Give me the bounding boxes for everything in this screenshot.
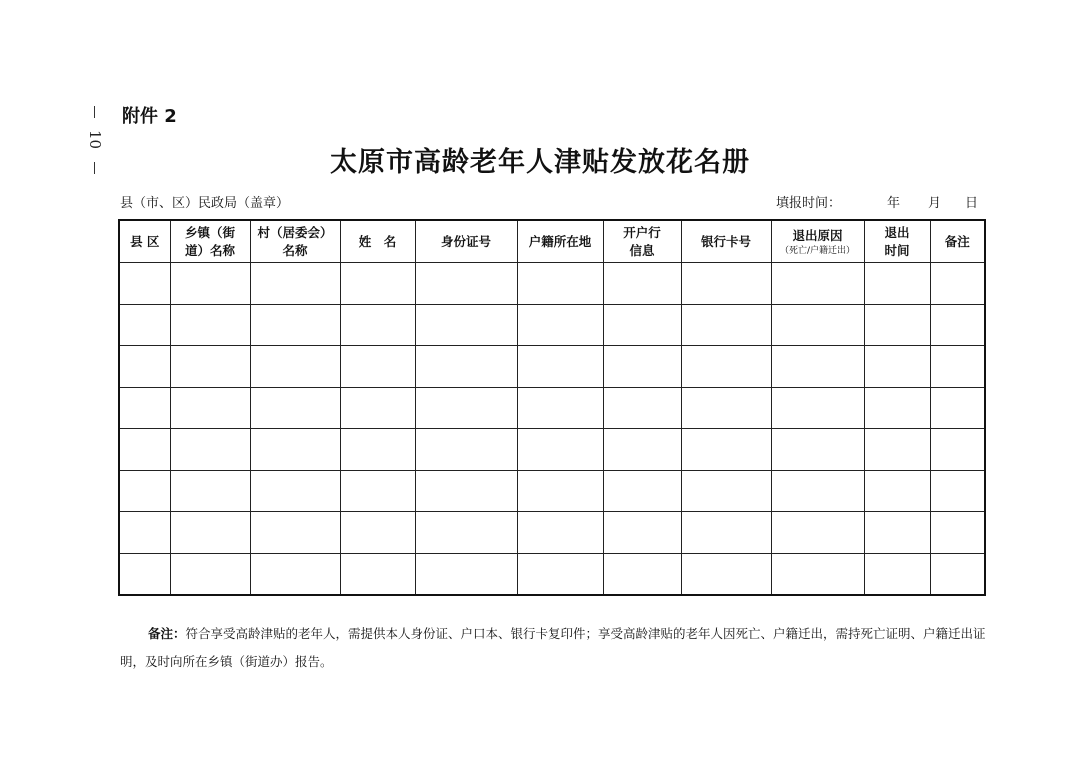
report-date-line	[776, 192, 978, 211]
column-header	[250, 220, 340, 263]
table-cell	[119, 553, 170, 595]
table-cell	[340, 512, 415, 554]
table-cell	[930, 387, 985, 429]
table-cell	[771, 346, 864, 388]
table-row	[119, 470, 985, 512]
table-cell	[517, 387, 603, 429]
table-cell	[603, 263, 681, 305]
table-cell	[681, 512, 771, 554]
table-cell	[681, 429, 771, 471]
table-cell	[340, 304, 415, 346]
table-cell	[340, 470, 415, 512]
column-header-line: （死亡/户籍迁出）	[779, 245, 856, 256]
table-cell	[415, 470, 517, 512]
table-cell	[415, 429, 517, 471]
table-cell	[771, 553, 864, 595]
table-cell	[415, 553, 517, 595]
table-cell	[119, 346, 170, 388]
table-cell	[603, 512, 681, 554]
table-cell	[864, 346, 930, 388]
table-cell	[170, 387, 250, 429]
column-header	[771, 220, 864, 263]
table-cell	[250, 553, 340, 595]
table-cell	[603, 304, 681, 346]
column-header	[119, 220, 170, 263]
column-header-line: 身份证号	[440, 233, 491, 249]
table-cell	[250, 346, 340, 388]
table-cell	[415, 304, 517, 346]
table-cell	[119, 263, 170, 305]
table-cell	[771, 470, 864, 512]
report-date-label: 填报时间：	[776, 196, 842, 211]
table-cell	[603, 346, 681, 388]
table-cell	[771, 387, 864, 429]
table-cell	[603, 387, 681, 429]
table-cell	[517, 429, 603, 471]
table-row	[119, 304, 985, 346]
column-header-line: 备注	[944, 233, 970, 249]
table-cell	[340, 263, 415, 305]
table-row	[119, 387, 985, 429]
table-cell	[340, 387, 415, 429]
document-title: 太原市高龄老年人津贴发放花名册	[330, 147, 750, 178]
table-cell	[119, 470, 170, 512]
column-header	[517, 220, 603, 263]
column-header	[415, 220, 517, 263]
table-cell	[517, 553, 603, 595]
table-cell	[250, 387, 340, 429]
page-number-value: 10	[86, 130, 104, 150]
table-cell	[864, 429, 930, 471]
column-header-line: 开户行	[623, 224, 661, 240]
table-cell	[415, 387, 517, 429]
table-cell	[119, 512, 170, 554]
attachment-label: 附件 2	[122, 106, 177, 127]
table-cell	[771, 304, 864, 346]
column-header-line: 村（居委会）	[257, 224, 333, 240]
table-cell	[170, 346, 250, 388]
table-cell	[603, 470, 681, 512]
table-cell	[681, 387, 771, 429]
column-header-line: 退出	[884, 224, 910, 240]
table-cell	[170, 512, 250, 554]
table-cell	[603, 429, 681, 471]
table-cell	[771, 512, 864, 554]
footnote	[120, 620, 990, 676]
column-header-line: 乡镇（街	[184, 224, 235, 240]
column-header-line: 户籍所在地	[528, 233, 592, 249]
table-cell	[930, 470, 985, 512]
table-cell	[681, 263, 771, 305]
table-cell	[930, 304, 985, 346]
footnote-text: 符合享受高龄津贴的老年人，需提供本人身份证、户口本、银行卡复印件；享受高龄津贴的老年人因死亡、户籍迁出，需持死亡证明、户籍迁出证明，及时向所在乡镇（街道办）报告。	[120, 626, 986, 669]
roster-table	[118, 219, 986, 596]
column-header	[170, 220, 250, 263]
report-date-year: 年	[887, 196, 901, 211]
table-row	[119, 263, 985, 305]
table-cell	[681, 304, 771, 346]
table-cell	[250, 263, 340, 305]
table-cell	[517, 512, 603, 554]
table-row	[119, 553, 985, 595]
column-header-line: 名称	[282, 242, 308, 258]
table-cell	[340, 553, 415, 595]
table-cell	[930, 553, 985, 595]
table-cell	[930, 346, 985, 388]
table-cell	[170, 304, 250, 346]
table-cell	[415, 263, 517, 305]
table-cell	[864, 263, 930, 305]
table-cell	[603, 553, 681, 595]
table-cell	[930, 429, 985, 471]
table-cell	[340, 429, 415, 471]
table-cell	[250, 304, 340, 346]
report-date-month: 月	[928, 196, 942, 211]
table-cell	[119, 304, 170, 346]
table-cell	[864, 553, 930, 595]
table-cell	[517, 304, 603, 346]
table-cell	[517, 470, 603, 512]
footnote-label: 备注：	[148, 626, 186, 641]
column-header	[681, 220, 771, 263]
table-cell	[864, 304, 930, 346]
table-cell	[681, 553, 771, 595]
column-header-line: 时间	[884, 242, 910, 258]
table-cell	[930, 512, 985, 554]
table-cell	[864, 512, 930, 554]
column-header-line: 县 区	[130, 233, 160, 249]
table-cell	[517, 263, 603, 305]
table-cell	[250, 470, 340, 512]
column-header-line: 姓 名	[358, 233, 397, 249]
table-cell	[517, 346, 603, 388]
column-header-line: 银行卡号	[700, 233, 751, 249]
table-row	[119, 346, 985, 388]
table-cell	[119, 387, 170, 429]
table-cell	[250, 429, 340, 471]
column-header-line: 退出原因	[792, 227, 843, 243]
table-row	[119, 429, 985, 471]
column-header-line: 信息	[629, 242, 655, 258]
issuing-bureau-label: 县（市、区）民政局（盖章）	[120, 196, 290, 211]
column-header	[930, 220, 985, 263]
table-cell	[415, 512, 517, 554]
table-cell	[930, 263, 985, 305]
table-cell	[170, 470, 250, 512]
column-header	[603, 220, 681, 263]
table-cell	[119, 429, 170, 471]
table-cell	[170, 263, 250, 305]
table-body	[119, 263, 985, 596]
column-header	[864, 220, 930, 263]
table-cell	[864, 387, 930, 429]
table-cell	[250, 512, 340, 554]
table-cell	[681, 470, 771, 512]
table-cell	[771, 263, 864, 305]
table-cell	[771, 429, 864, 471]
table-cell	[170, 429, 250, 471]
page-number-top-dash	[94, 106, 95, 118]
table-row	[119, 512, 985, 554]
table-cell	[170, 553, 250, 595]
report-date-day: 日	[965, 196, 979, 211]
column-header-line: 道）名称	[184, 242, 235, 258]
table-cell	[864, 470, 930, 512]
table-cell	[340, 346, 415, 388]
table-cell	[681, 346, 771, 388]
table-header-row	[119, 220, 985, 263]
table-cell	[415, 346, 517, 388]
column-header	[340, 220, 415, 263]
